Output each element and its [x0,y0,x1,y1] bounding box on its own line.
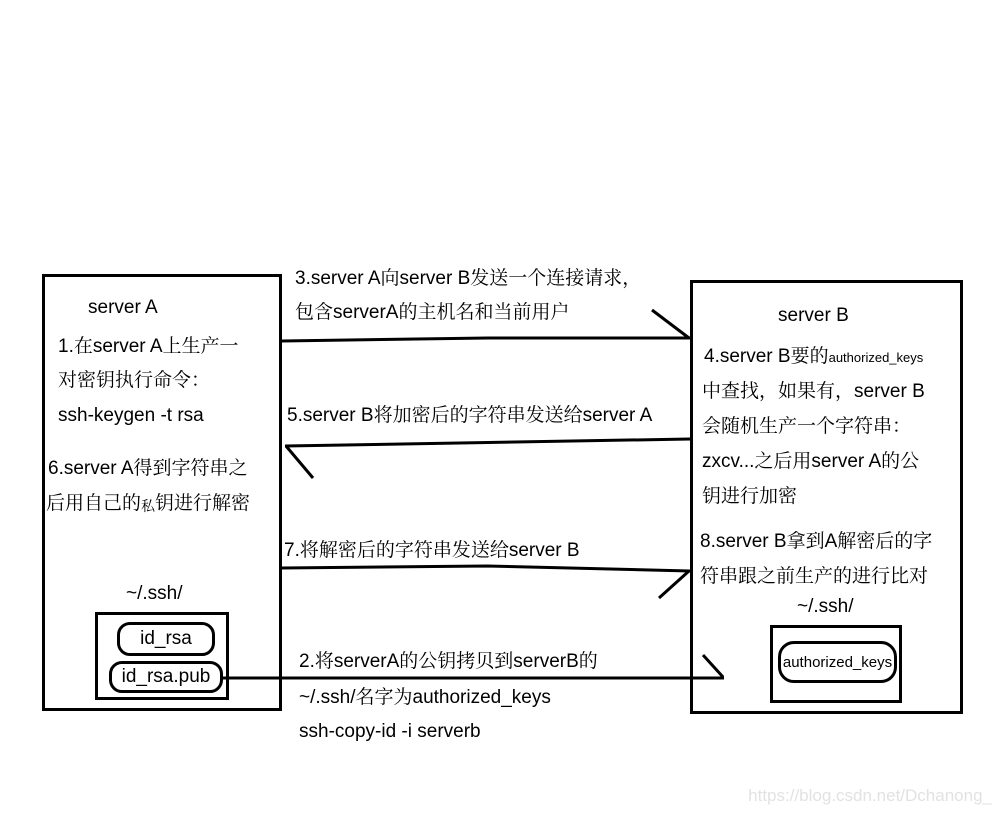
message-step3-line2: 包含serverA的主机名和当前用户 [295,302,570,323]
message-step2-line1: 2.将serverA的公钥拷贝到serverB的 [299,651,598,672]
message-step3-line1: 3.server A向server B发送一个连接请求， [295,268,642,289]
arrow-step7-line [282,566,690,571]
server-b-step4-line1 [704,345,923,370]
server-b-step4-line4: zxcv...之后用server A的公 [702,451,920,472]
server-b-step8-line1: 8.server B拿到A解密后的字 [700,531,933,552]
server-a-step6-line2 [46,492,250,518]
server-b-step8-line2: 符串跟之前生产的进行比对 [700,566,929,587]
server-a-step1-line2: 对密钥执行命令： [58,370,211,391]
file-authorized-keys: authorized_keys [778,641,897,683]
file-id-rsa-pub: id_rsa.pub [109,661,223,693]
arrow-step7-head [659,571,689,598]
server-a-step6-line1: 6.server A得到字符串之 [48,458,248,479]
server-b-step4-line5: 钥进行加密 [702,486,798,507]
message-step2-line2: ~/.ssh/名字为authorized_keys [299,687,551,708]
server-b-folder-label: ~/.ssh/ [797,596,854,617]
message-step7: 7.将解密后的字符串发送给server B [284,540,580,561]
step6-line2-small: 私 [141,498,156,514]
step6-line2-pre: 后用自己的 [46,493,142,514]
server-b-step4-line3: 会随机生产一个字符串： [702,416,912,437]
server-b-title: server B [778,305,849,326]
server-a-step1-line1: 1.在server A上生产一 [58,336,239,357]
step4-line1-pre: 4.server B要的 [704,346,829,367]
file-id-rsa: id_rsa [117,622,215,656]
server-a-step1-line3: ssh-keygen -t rsa [58,405,204,426]
arrow-step3-head [652,310,689,338]
arrow-step5-head [286,446,313,478]
watermark-url: https://blog.csdn.net/Dchanong_ [748,786,992,805]
message-step5: 5.server B将加密后的字符串发送给server A [287,405,653,426]
server-a-title: server A [88,297,158,318]
message-step2-line3: ssh-copy-id -i serverb [299,721,481,742]
step6-line2-post: 钥进行解密 [155,493,251,514]
arrow-step5-line [285,439,690,446]
step4-line1-small: authorized_keys [828,350,924,365]
server-a-folder-label: ~/.ssh/ [126,583,183,604]
arrow-step3-line [282,338,690,341]
server-b-step4-line2: 中查找，如果有，server B [702,381,925,402]
